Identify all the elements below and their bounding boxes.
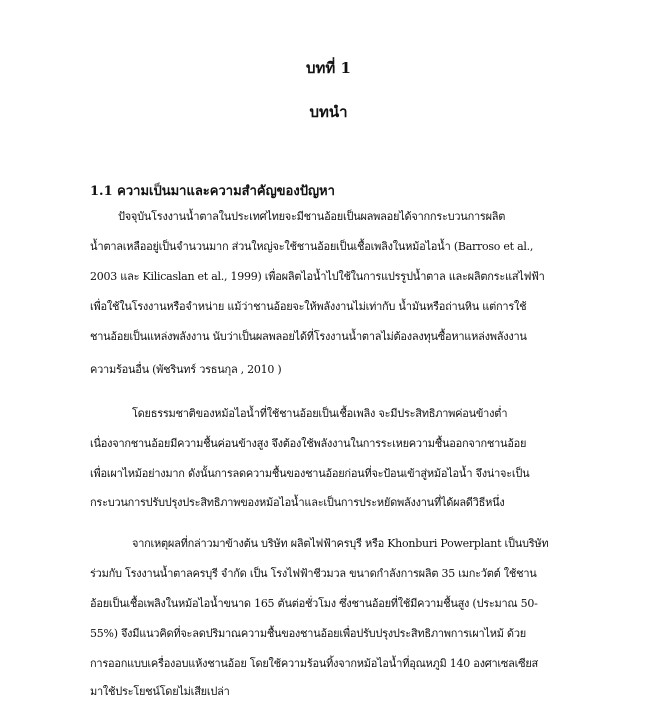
chapter-title: บทนำ (309, 103, 348, 121)
paragraph-line: น้ำตาลเหลืออยู่เป็นจำนวนมาก ส่วนใหญ่จะใช้ชานอ้อยเป็นเชื้อเพลิงในหม้อไอน้ำ (Barroso et al., (90, 240, 534, 253)
paragraph-line: เพื่อใช้ในโรงงานหรือจำหน่าย แม้ว่าชานอ้อยจะให้พลังงานไม่เท่ากับ น้ำมันหรือถ่านหิน แต่การใช้ (90, 300, 527, 313)
paragraph-line: ปัจจุบันโรงงานน้ำตาลในประเทศไทยจะมีชานอ้อยเป็นผลพลอยได้จากกระบวนการผลิต (118, 210, 506, 223)
paragraph-line: อ้อยเป็นเชื้อเพลิงในหม้อไอน้ำขนาด 165 ตันต่อชั่วโมง ซึ่งชานอ้อยที่ใช้มีความชื้นสูง (ประมาณ 50- (90, 597, 538, 610)
chapter-number: บทที่ 1 (306, 59, 351, 77)
paragraph-line: มาใช้ประโยชน์โดยไม่เสียเปล่า (90, 685, 230, 698)
paragraph-line: โดยธรรมชาติของหม้อไอน้ำที่ใช้ชานอ้อยเป็นเชื้อเพลิง จะมีประสิทธิภาพค่อนข้างต่ำ (132, 407, 508, 420)
paragraph-line: จากเหตุผลที่กล่าวมาข้างต้น บริษัท ผลิตไฟฟ้าครบุรี หรือ Khonburi Powerplant เป็นบริษัท (132, 537, 549, 550)
paragraph-line: ชานอ้อยเป็นแหล่งพลังงาน นับว่าเป็นผลพลอยได้ที่โรงงานน้ำตาลไม่ต้องลงทุนซื้อหาแหล่งพลังงาน (90, 330, 527, 343)
section-heading: 1.1 ความเป็นมาและความสำคัญของปัญหา (90, 184, 335, 199)
paragraph-line: การออกแบบเครื่องอบแห้งชานอ้อย โดยใช้ความร้อนทิ้งจากหม้อไอน้ำที่อุณหภูมิ 140 องศาเซลเซียส (90, 657, 539, 670)
paragraph-line: เนื่องจากชานอ้อยมีความชื้นค่อนข้างสูง จึงต้องใช้พลังงานในการระเหยความชื้นออกจากชานอ้อย (90, 437, 527, 450)
paragraph-line: ความร้อนอื่น (พัชรินทร์ วรธนกุล , 2010 ) (90, 363, 282, 376)
paragraph-line: กระบวนการปรับปรุงประสิทธิภาพของหม้อไอน้ำและเป็นการประหยัดพลังงานที่ได้ผลดีวิธีหนึ่ง (90, 496, 505, 509)
paragraph-line: 2003 และ Kilicaslan et al., 1999) เพื่อผลิตไอน้ำไปใช้ในการแปรรูปน้ำตาล และผลิตกระแสไฟฟ้า (90, 270, 545, 283)
paragraph-line: ร่วมกับ โรงงานน้ำตาลครบุรี จำกัด เป็น โรงไฟฟ้าชีวมวล ขนาดกำลังการผลิต 35 เมกะวัตต์ ใช้ชาน (90, 567, 537, 580)
paragraph-line: 55%) จึงมีแนวคิดที่จะลดปริมาณความชื้นของชานอ้อยเพื่อปรับปรุงประสิทธิภาพการเผาไหม้ ด้วย (90, 627, 526, 640)
paragraph-line: เพื่อเผาไหม้อย่างมาก ดังนั้นการลดความชื้นของชานอ้อยก่อนที่จะป้อนเข้าสู่หม้อไอน้ำ จึงน่าจะเป็น (90, 467, 530, 480)
